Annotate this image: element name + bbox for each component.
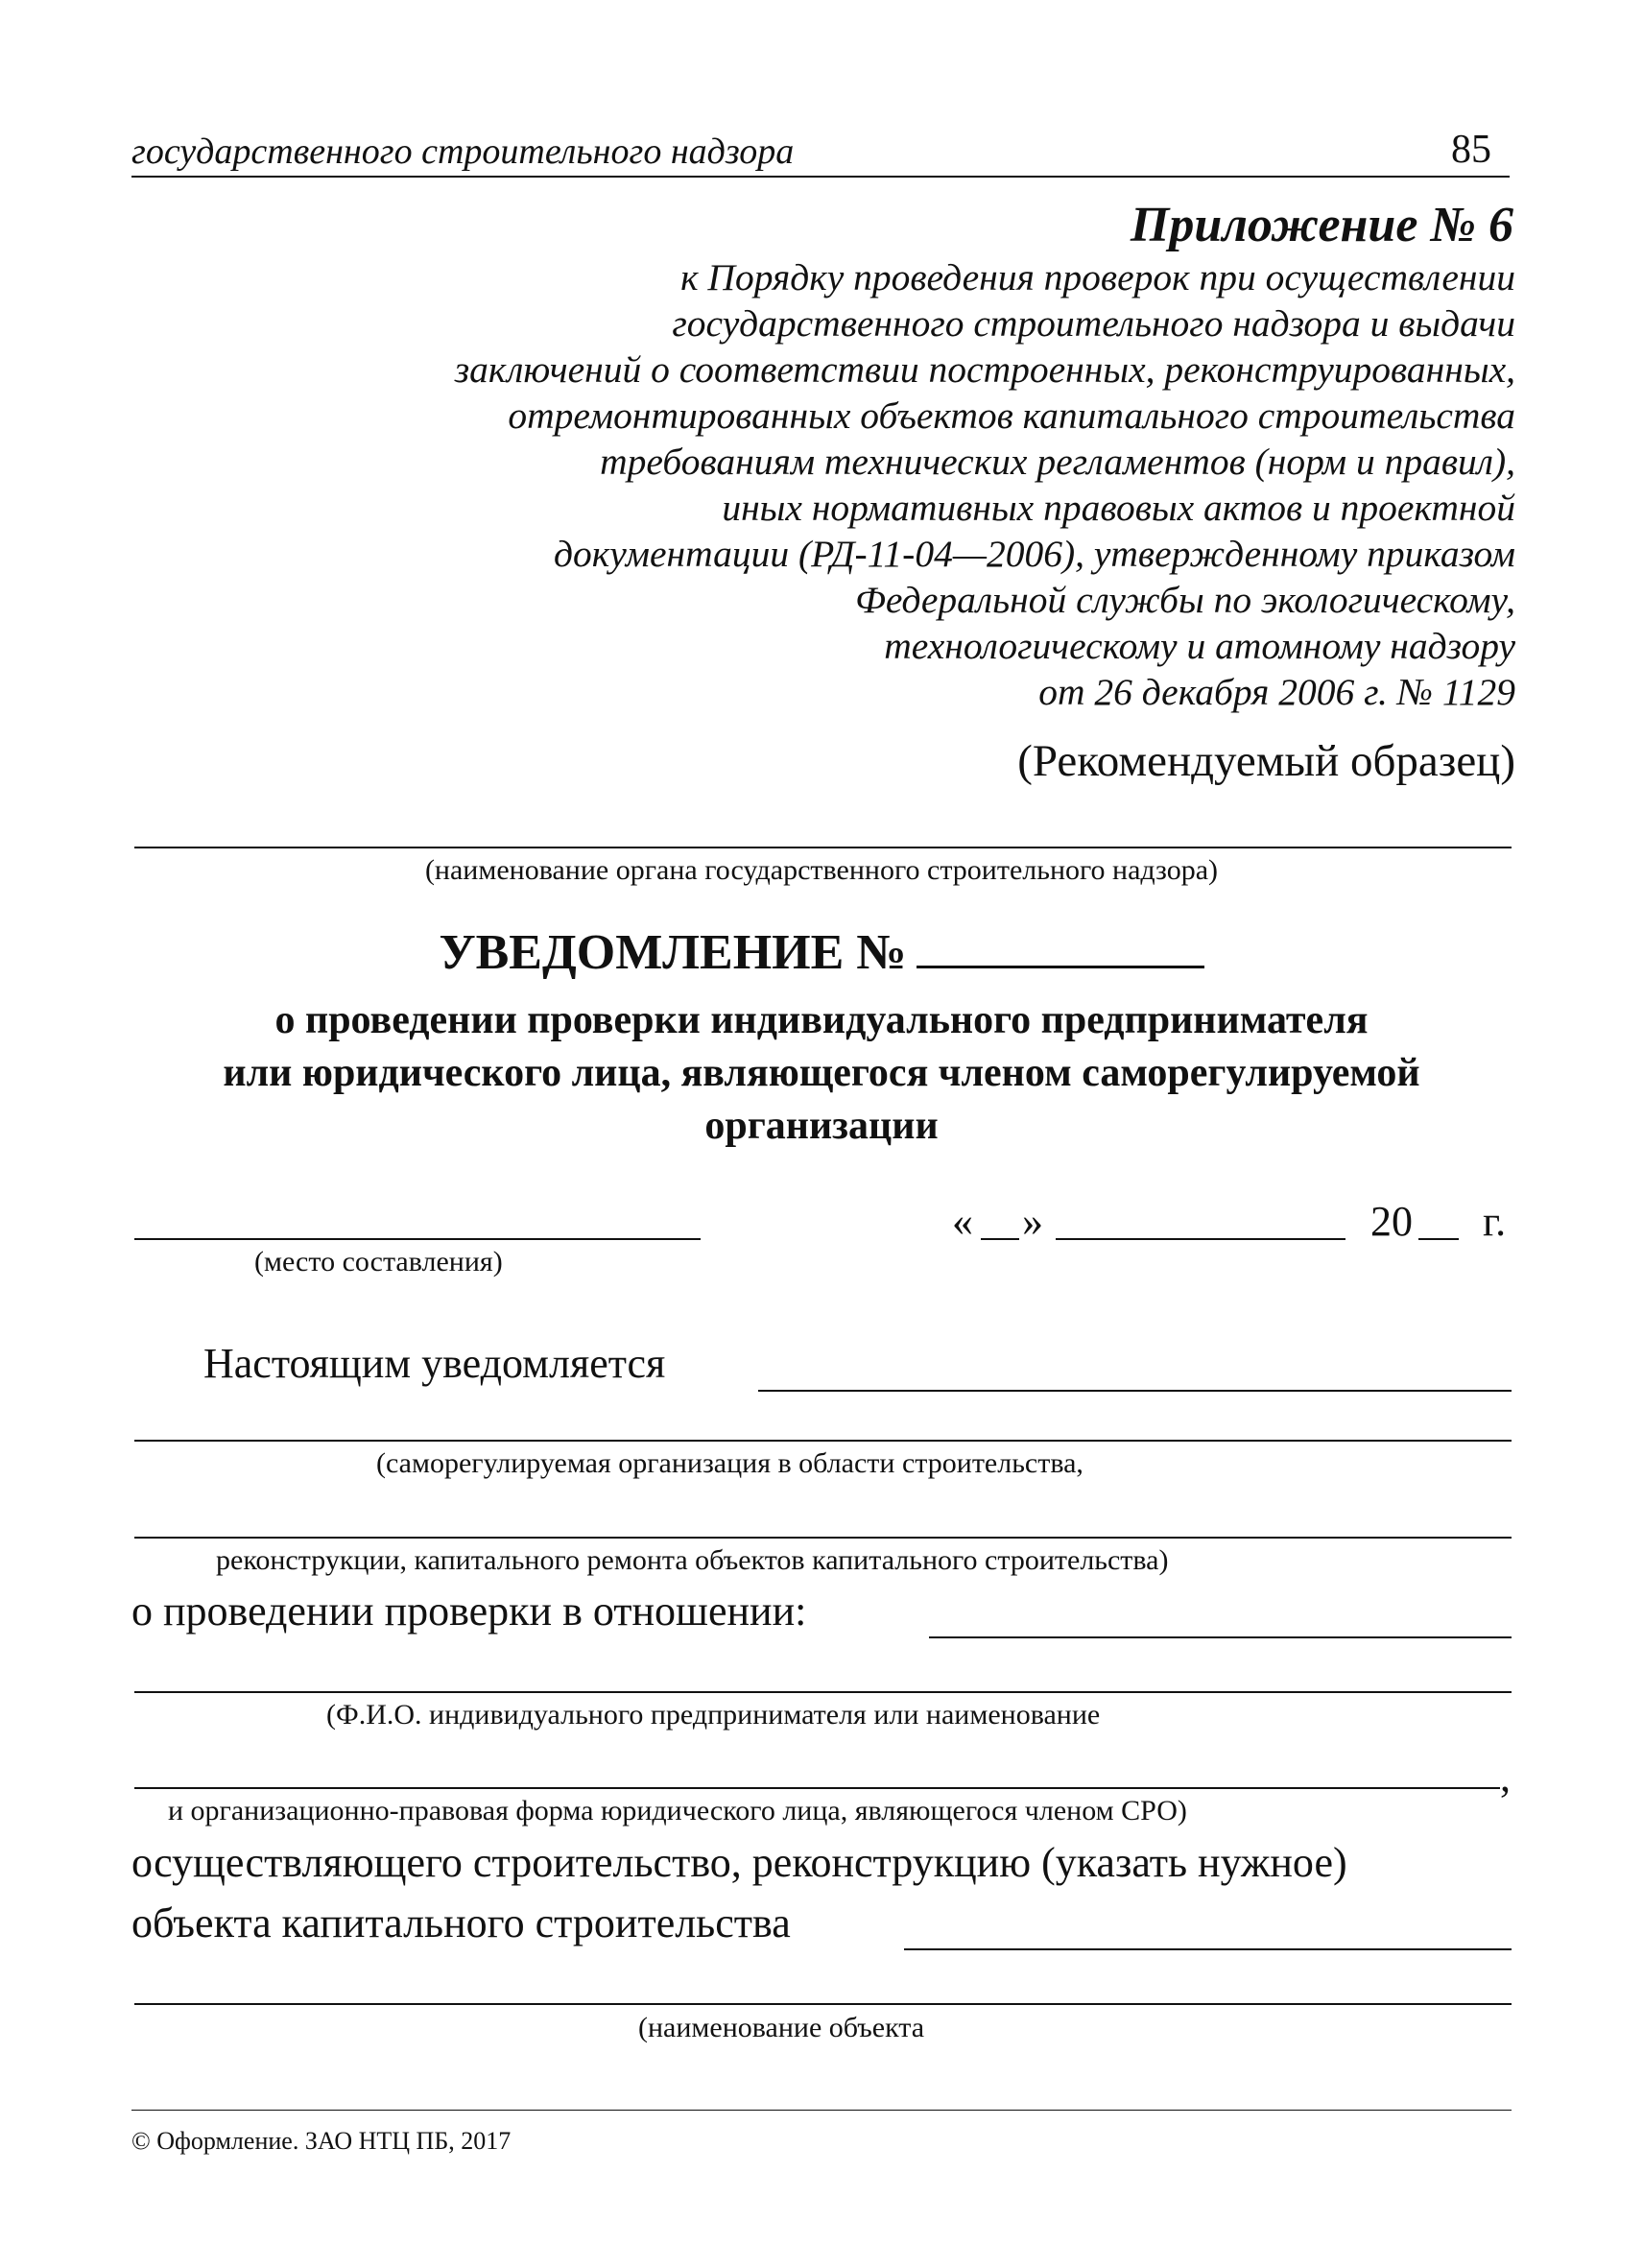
notice-subtitle-line: о проведении проверки индивидуального предпринимателя bbox=[274, 998, 1369, 1042]
entity-comma: , bbox=[1500, 1754, 1511, 1801]
notice-title bbox=[0, 924, 1643, 981]
appendix-line: государственного строительного надзора и выдачи bbox=[672, 302, 1515, 345]
authority-field-line bbox=[134, 847, 1512, 848]
running-head: государственного строительного надзора bbox=[131, 131, 795, 172]
appendix-line: документации (РД-11-04—2006), утвержденному приказом bbox=[553, 533, 1515, 575]
notice-subtitle-line: или юридического лица, являющегося членом саморегулируемой bbox=[223, 1051, 1420, 1095]
footer-copyright: © Оформление. ЗАО НТЦ ПБ, 2017 bbox=[131, 2127, 512, 2155]
date-month-blank bbox=[1056, 1238, 1345, 1240]
entity-field-line-2 bbox=[134, 1787, 1500, 1789]
object-label: объекта капитального строительства bbox=[131, 1899, 791, 1946]
page-number: 85 bbox=[1451, 128, 1491, 172]
appendix-line: отремонтированных объектов капитального строительства bbox=[508, 394, 1515, 437]
sro-caption-1: (саморегулируемая организация в области строительства, bbox=[376, 1447, 1083, 1479]
appendix-reference bbox=[268, 254, 1515, 715]
footer-rule bbox=[131, 2110, 1512, 2111]
date-year-prefix: 20 bbox=[1370, 1198, 1413, 1245]
entity-field-line-1 bbox=[134, 1691, 1512, 1693]
notified-field-line bbox=[758, 1390, 1512, 1392]
sro-field-line-1 bbox=[134, 1440, 1512, 1442]
date-year-suffix: г. bbox=[1483, 1198, 1507, 1245]
appendix-title: Приложение № 6 bbox=[1130, 198, 1513, 252]
header-rule bbox=[131, 176, 1510, 178]
appendix-line: заключений о соответствии построенных, реконструированных, bbox=[454, 348, 1515, 391]
place-field-line bbox=[134, 1238, 701, 1240]
place-caption: (место составления) bbox=[254, 1246, 503, 1277]
sample-note: (Рекомендуемый образец) bbox=[1017, 736, 1515, 786]
entity-caption-1: (Ф.И.О. индивидуального предпринимателя или наименование bbox=[326, 1699, 1101, 1731]
appendix-line: от 26 декабря 2006 г. № 1129 bbox=[1038, 671, 1515, 713]
notice-number-blank bbox=[917, 927, 1204, 968]
inspection-label: о проведении проверки в отношении: bbox=[131, 1588, 807, 1635]
notice-subtitle-line: организации bbox=[704, 1104, 939, 1148]
date-year-blank bbox=[1418, 1238, 1459, 1240]
construction-line: осуществляющего строительство, реконструкцию (указать нужное) bbox=[131, 1839, 1347, 1886]
notified-label: Настоящим уведомляется bbox=[203, 1340, 666, 1387]
sro-caption-2: реконструкции, капитального ремонта объектов капитального строительства) bbox=[216, 1544, 1169, 1576]
object-caption: (наименование объекта bbox=[638, 2012, 925, 2043]
authority-caption: (наименование органа государственного строительного надзора) bbox=[424, 854, 1219, 886]
inspection-field-line bbox=[929, 1636, 1512, 1638]
appendix-line: Федеральной службы по экологическому, bbox=[855, 579, 1515, 621]
date-open-quote: « bbox=[952, 1198, 973, 1245]
entity-caption-2: и организационно-правовая форма юридического лица, являющегося членом СРО) bbox=[168, 1795, 1187, 1826]
date-day-blank bbox=[981, 1238, 1019, 1240]
appendix-line: требованиям технических регламентов (норм и правил), bbox=[600, 441, 1515, 483]
appendix-line: к Порядку проведения проверок при осуществлении bbox=[680, 256, 1515, 298]
appendix-line: технологическому и атомному надзору bbox=[884, 625, 1515, 667]
object-name-line bbox=[134, 2003, 1512, 2005]
notice-subtitle bbox=[0, 994, 1643, 1153]
appendix-line: иных нормативных правовых актов и проектной bbox=[722, 487, 1515, 529]
notice-title-text: УВЕДОМЛЕНИЕ № bbox=[439, 925, 907, 980]
object-field-line bbox=[904, 1948, 1512, 1950]
date-close-quote: » bbox=[1022, 1198, 1043, 1245]
sro-field-line-2 bbox=[134, 1537, 1512, 1539]
